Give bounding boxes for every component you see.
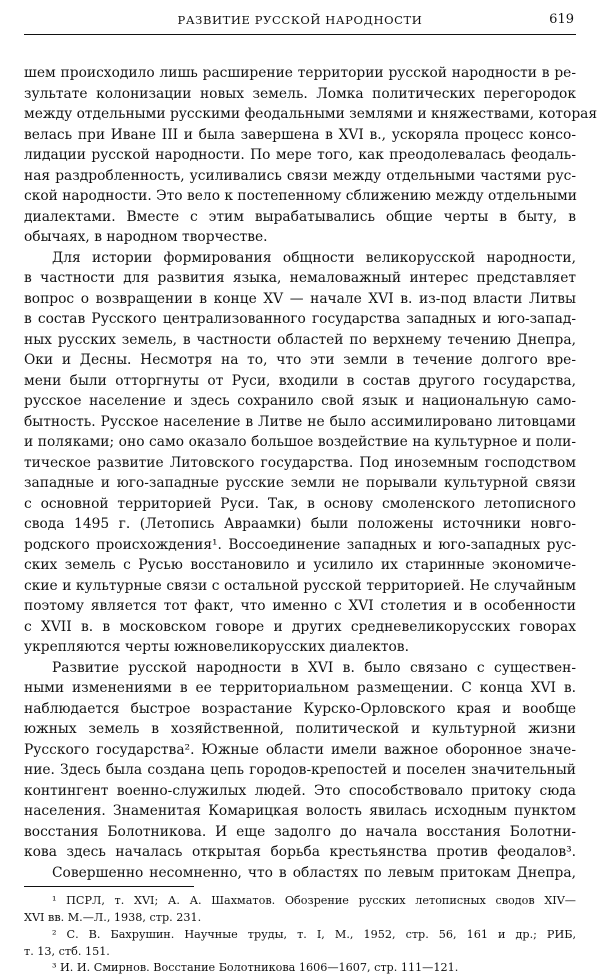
- page-header: [24, 10, 576, 35]
- body-line: шем происходило лишь расширение территории русской народности в ре-: [24, 65, 576, 81]
- body-line: между отдельными русскими феодальными землями и княжествами, которая: [24, 106, 598, 122]
- body-line: в частности для развития языка, немаловажный интерес представляет: [24, 270, 576, 286]
- body-line: ских земель с Русью восстановило и усилило их старинные экономиче-: [24, 557, 576, 573]
- body-line: ная раздробленность, усиливались связи между отдельными частями рус-: [24, 168, 576, 184]
- body-line: с XVII в. в московском говоре и других средневеликорусских говорах: [24, 619, 576, 635]
- body-line: обычаях, в народном творчестве.: [24, 229, 268, 245]
- body-line: кова здесь началась открытая борьба крестьянства против феодалов³.: [24, 844, 576, 860]
- body-line: и поляками; оно само оказало большое воздействие на культурное и поли-: [24, 434, 576, 450]
- running-title: РАЗВИТИЕ РУССКОЙ НАРОДНОСТИ: [177, 13, 423, 27]
- footnote-line: ² С. В. Бахрушин. Научные труды, т. I, М., 1952, стр. 56, 161 и др.; РИБ,: [52, 928, 576, 941]
- body-line: населения. Знаменитая Комарицкая волость явилась исходным пунктом: [24, 803, 576, 819]
- body-line: вопрос о возвращении в конце XV — начале XVI в. из-под власти Литвы: [24, 291, 576, 307]
- body-line: свода 1495 г. (Летопись Авраамки) были положены источники новго-: [24, 516, 576, 532]
- body-line: контингент военно-служилых людей. Это способствовало притоку сюда: [24, 783, 576, 799]
- body-line: укрепляются черты южновеликорусских диалектов.: [24, 639, 409, 655]
- body-line: родского происхождения¹. Воссоединение западных и юго-западных рус-: [24, 537, 576, 553]
- body-line: велась при Иване III и была завершена в XVI в., ускоряла процесс консо-: [24, 127, 576, 143]
- body-line: ных русских земель, в частности областей по верхнему течению Днепра,: [24, 332, 576, 348]
- body-line: восстания Болотникова. И еще задолго до начала восстания Болотни-: [24, 824, 576, 840]
- page-number: 619: [549, 12, 574, 27]
- footnote-line: ¹ ПСРЛ, т. XVI; А. А. Шахматов. Обозрение русских летописных сводов XIV—: [52, 894, 576, 907]
- footnote-line: XVI вв. М.—Л., 1938, стр. 231.: [24, 911, 202, 924]
- body-line: Русского государства². Южные области имели важное оборонное значе-: [24, 742, 576, 758]
- body-line: в состав Русского централизованного государства западных и юго-запад-: [24, 311, 576, 327]
- footnote-rule: [24, 886, 194, 887]
- body-line: лидации русской народности. По мере того, как преодолевалась феодаль-: [24, 147, 576, 163]
- body-line: поэтому является тот факт, что именно с XVI столетия и в особенности: [24, 598, 576, 614]
- body-line: тическое развитие Литовского государства. Под иноземным господством: [24, 455, 576, 471]
- body-line: бытность. Русское население в Литве не было ассимилировано литовцами: [24, 414, 576, 430]
- body-line: ными изменениями в ее территориальном размещении. С конца XVI в.: [24, 680, 576, 696]
- body-line: ние. Здесь была создана цепь городов-крепостей и поселен значительный: [24, 762, 576, 778]
- body-line: ской народности. Это вело к постепенному сближению между отдельными: [24, 188, 577, 204]
- body-line: русское население и здесь сохранило свой язык и национальную само-: [24, 393, 576, 409]
- body-line: западные и юго-западные русские земли не порывали культурной связи: [24, 475, 576, 491]
- body-line: Оки и Десны. Несмотря на то, что эти земли в течение долгого вре-: [24, 352, 576, 368]
- body-line: ские и культурные связи с остальной русской территорией. Не случайным: [24, 578, 576, 594]
- body-line: Для истории формирования общности великорусской народности,: [52, 250, 576, 266]
- body-line: с основной территорией Руси. Так, в основу смоленского летописного: [24, 496, 576, 512]
- body-line: зультате колонизации новых земель. Ломка политических перегородок: [24, 86, 576, 102]
- body-line: Развитие русской народности в XVI в. было связано с существен-: [52, 660, 576, 676]
- body-line: южных земель в хозяйственной, политической и культурной жизни: [24, 721, 576, 737]
- footnote-line: ³ И. И. Смирнов. Восстание Болотникова 1606—1607, стр. 111—121.: [52, 961, 459, 974]
- footnote-line: т. 13, стб. 151.: [24, 945, 110, 958]
- body-line: наблюдается быстрое возрастание Курско-Орловского края и вообще: [24, 701, 576, 717]
- body-line: диалектами. Вместе с этим вырабатывались общие черты в быту, в: [24, 209, 576, 225]
- body-line: мени были отторгнуты от Руси, входили в состав другого государства,: [24, 373, 576, 389]
- body-line: Совершенно несомненно, что в областях по левым притокам Днепра,: [52, 865, 576, 881]
